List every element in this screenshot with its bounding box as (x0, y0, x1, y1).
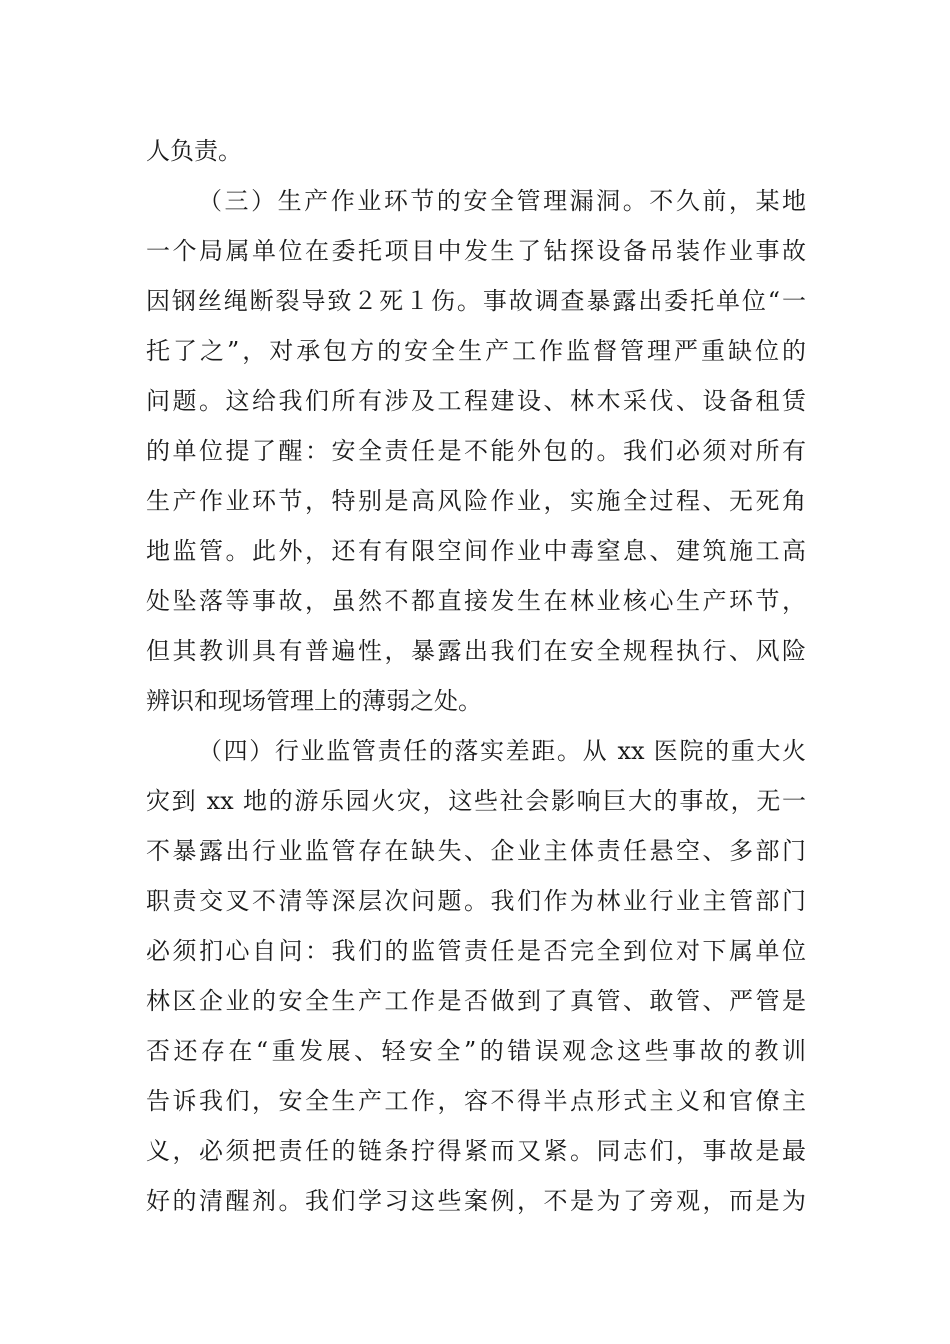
text-line: 职责交叉不清等深层次问题。我们作为林业行业主管部门 (146, 887, 806, 915)
text-line: （四）行业监管责任的落实差距。从 xx 医院的重大火 (198, 737, 806, 765)
text-line: 灾到 xx 地的游乐园火灾，这些社会影响巨大的事故，无一 (146, 787, 806, 815)
text-line: 托了之”，对承包方的安全生产工作监督管理严重缺位的 (146, 337, 806, 365)
text-line: （三）生产作业环节的安全管理漏洞。不久前，某地 (198, 187, 806, 215)
text-line: 好的清醒剂。我们学习这些案例，不是为了旁观，而是为 (146, 1187, 806, 1215)
text-line: 林区企业的安全生产工作是否做到了真管、敢管、严管是 (146, 987, 806, 1015)
text-line: 一个局属单位在委托项目中发生了钻探设备吊装作业事故 (146, 237, 806, 265)
text-line: 问题。这给我们所有涉及工程建设、林木采伐、设备租赁 (146, 387, 806, 415)
text-line: 否还存在“重发展、轻安全”的错误观念这些事故的教训 (146, 1037, 806, 1065)
text-line: 辨识和现场管理上的薄弱之处。 (146, 687, 482, 715)
text-line: 的单位提了醒：安全责任是不能外包的。我们必须对所有 (146, 437, 806, 465)
text-line: 生产作业环节，特别是高风险作业，实施全过程、无死角 (146, 487, 806, 515)
text-line: 处坠落等事故，虽然不都直接发生在林业核心生产环节， (146, 587, 806, 615)
text-line: 义，必须把责任的链条拧得紧而又紧。同志们，事故是最 (146, 1137, 806, 1165)
text-line: 人负责。 (146, 137, 242, 165)
text-line: 不暴露出行业监管存在缺失、企业主体责任悬空、多部门 (146, 837, 806, 865)
text-line: 但其教训具有普遍性，暴露出我们在安全规程执行、风险 (146, 637, 806, 665)
text-line: 告诉我们，安全生产工作，容不得半点形式主义和官僚主 (146, 1087, 806, 1115)
text-line: 必须扪心自问：我们的监管责任是否完全到位对下属单位 (146, 937, 806, 965)
text-line: 地监管。此外，还有有限空间作业中毒窒息、建筑施工高 (146, 537, 806, 565)
text-line: 因钢丝绳断裂导致２死１伤。事故调查暴露出委托单位“一 (146, 287, 806, 315)
